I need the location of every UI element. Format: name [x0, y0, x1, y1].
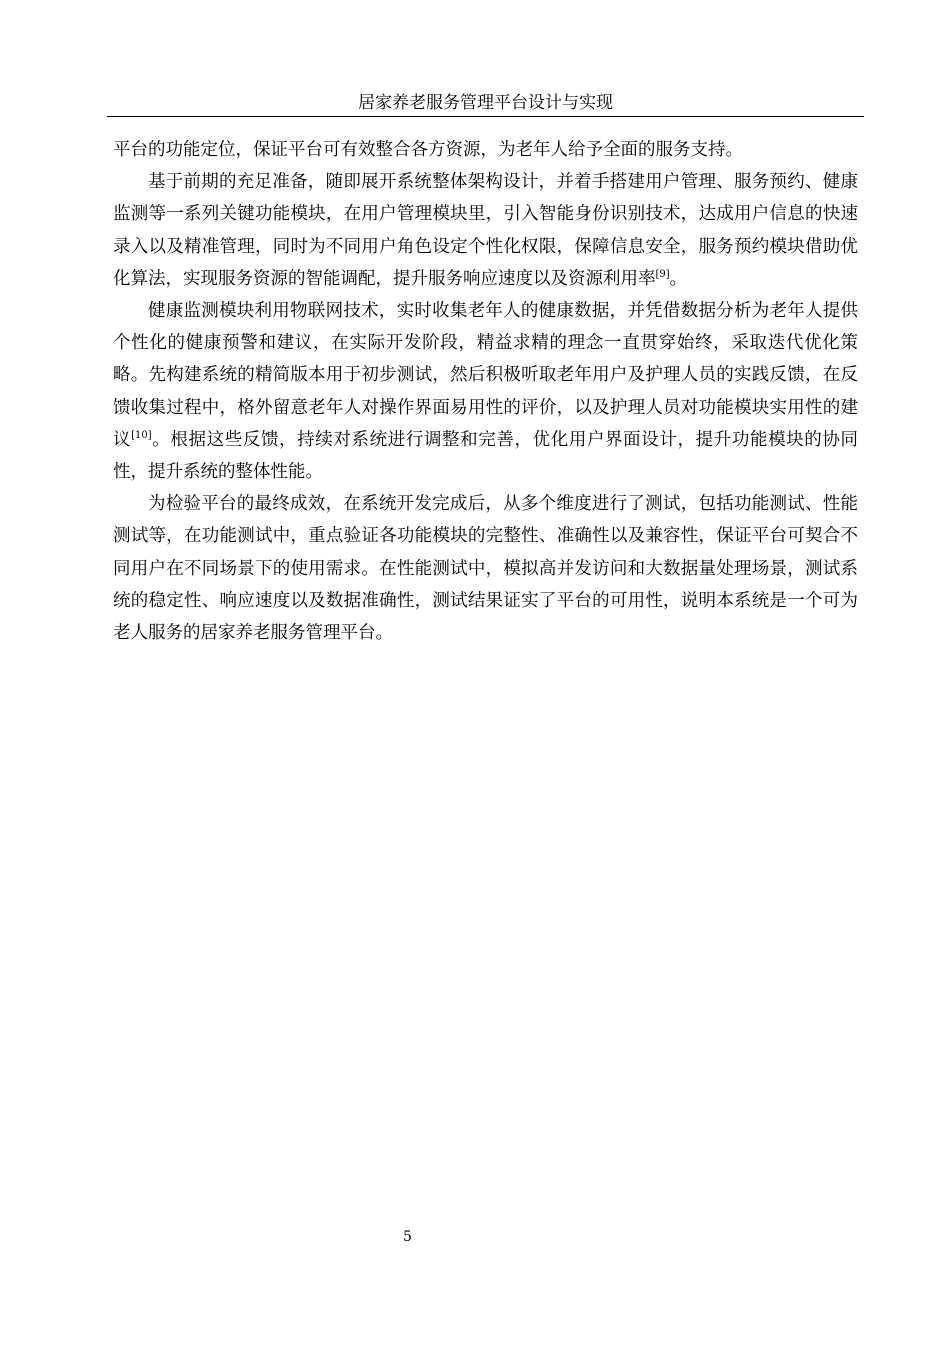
page-number: 5	[403, 1229, 412, 1245]
paragraph-text: 健康监测模块利用物联网技术，实时收集老年人的健康数据，并凭借数据分析为老年人提供个性化的健康预警和建议，在实际开发阶段，精益求精的理念一直贯穿始终，采取迭代优化策略。先构建系统的精简版本用于初步测试，然后积极听取老年用户及护理人员的实践反馈，在反馈收集过程中，格外留意老年人对操作界面易用性的评价，以及护理人员对功能模块实用性的建议	[113, 301, 858, 450]
citation-marker: [9]	[655, 268, 670, 280]
paragraph-4	[113, 488, 858, 649]
page-header: 居家养老服务管理平台设计与实现	[107, 92, 864, 117]
paragraph-text-after: 。根据这些反馈，持续对系统进行调整和完善，优化用户界面设计，提升功能模块的协同性，提升系统的整体性能。	[113, 429, 859, 483]
paragraph-text: 平台的功能定位，保证平台可有效整合各方资源，为老年人给予全面的服务支持。	[113, 140, 743, 160]
paragraph-text-after: 。	[669, 268, 688, 289]
citation-marker: [10]	[131, 429, 152, 441]
paragraph-2	[113, 166, 858, 295]
body-text	[113, 134, 858, 649]
paragraph-text: 基于前期的充足准备，随即展开系统整体架构设计，并着手搭建用户管理、服务预约、健康监测等一系列关键功能模块，在用户管理模块里，引入智能身份识别技术，达成用户信息的快速录入以及精准管理，同时为不同用户角色设定个性化权限，保障信息安全，服务预约模块借助优化算法，实现服务资源的智能调配，提升服务响应速度以及资源利用率	[113, 172, 858, 289]
paragraph-3	[113, 295, 858, 488]
paragraph-1	[113, 134, 858, 166]
paragraph-text: 为检验平台的最终成效，在系统开发完成后，从多个维度进行了测试，包括功能测试、性能测试等，在功能测试中，重点验证各功能模块的完整性、准确性以及兼容性，保证平台可契合不同用户在不同场景下的使用需求。在性能测试中，模拟高并发访问和大数据量处理场景，测试系统的稳定性、响应速度以及数据准确性，测试结果证实了平台的可用性，说明本系统是一个可为老人服务的居家养老服务管理平台。	[113, 494, 858, 644]
